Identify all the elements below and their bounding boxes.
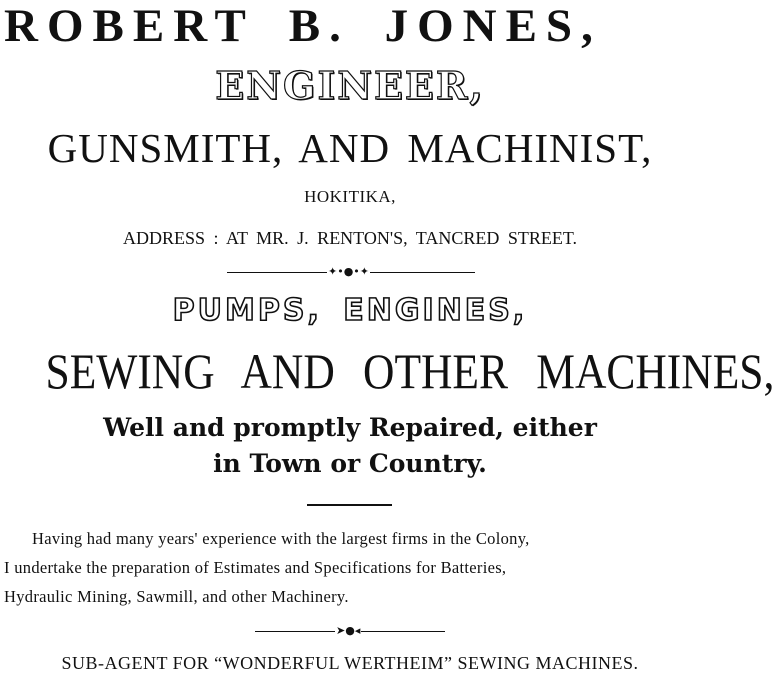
sub-agent-line: SUB-AGENT FOR “WONDERFUL WERTHEIM” SEWING MACHINES. [61, 653, 639, 673]
divider-bar-right [370, 272, 475, 273]
divider-bar-right-2 [361, 631, 445, 632]
town-line: HOKITIKA, [304, 187, 396, 206]
paragraph-line-1: Having had many years' experience with the largest firms in the Colony, [32, 529, 530, 548]
short-divider [307, 504, 392, 506]
products-heading: PUMPS, ENGINES, [172, 293, 528, 328]
paragraph-line-3: Hydraulic Mining, Sawmill, and other Machinery. [4, 587, 349, 606]
repair-line-1: Well and promptly Repaired, either [103, 413, 597, 442]
ornament-icon: ✦•●•✦ [328, 265, 370, 278]
paragraph-line-2: I undertake the preparation of Estimates and Specifications for Batteries, [4, 558, 507, 577]
address-line: ADDRESS : AT MR. J. RENTON'S, TANCRED STREET. [122, 228, 578, 248]
advertiser-name: ROBERT B. JONES, [4, 0, 602, 52]
ornamental-divider-top [227, 266, 475, 278]
repair-line-2: in Town or Country. [213, 449, 487, 478]
divider-bar-left [227, 272, 327, 273]
ornament-icon-2: ➤●◂ [336, 624, 361, 637]
ornamental-divider-bottom [255, 625, 445, 637]
experience-paragraph [4, 524, 698, 611]
divider-bar-left-2 [255, 631, 335, 632]
machines-heading: SEWING AND OTHER MACHINES, [45, 343, 774, 399]
trades-heading: GUNSMITH, AND MACHINIST, [47, 125, 653, 171]
profession-heading: ENGINEER, [215, 63, 485, 108]
